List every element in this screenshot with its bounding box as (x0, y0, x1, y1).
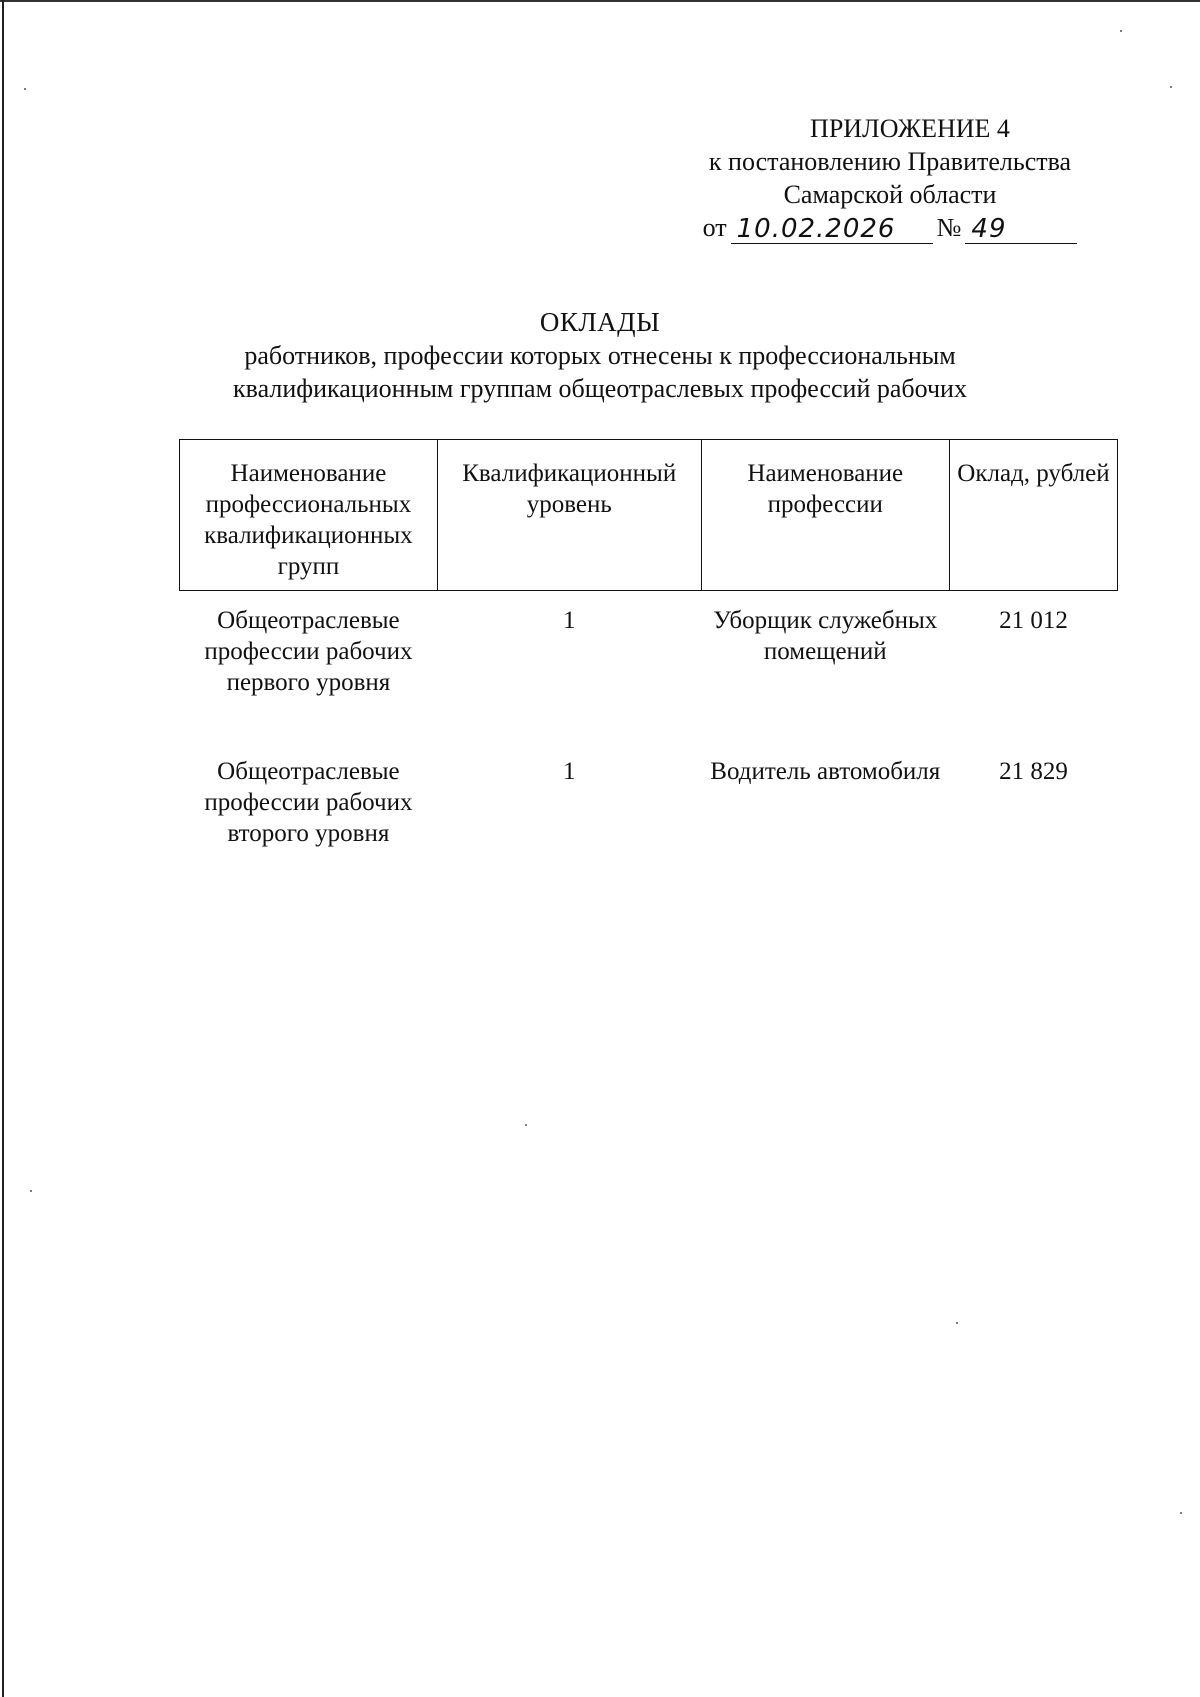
appendix-date-number (650, 211, 1130, 244)
document-title-block (150, 306, 1050, 405)
table-row (180, 591, 1118, 743)
scan-edge-top (0, 0, 1200, 2)
table-row (180, 742, 1118, 893)
header-qualification-level: Квалификационный уровень (437, 440, 701, 591)
number-prefix: № (936, 213, 962, 242)
scan-speck (1120, 30, 1122, 32)
cell-salary: 21 829 (999, 758, 1068, 785)
scan-edge-left (2, 0, 4, 1697)
cell-profession: Уборщик служебных помещений (713, 607, 938, 665)
cell-profession: Водитель автомобиля (710, 758, 941, 785)
cell-group: Общеотраслевые профессии рабочих второго уровня (204, 758, 413, 847)
document-subtitle-line-2: квалификационным группам общеотраслевых профессий рабочих (233, 374, 967, 403)
scan-speck (1170, 86, 1172, 88)
header-group-name: Наименование профессиональных квалификационных групп (180, 440, 438, 591)
cell-group: Общеотраслевые профессии рабочих первого уровня (204, 607, 413, 696)
appendix-title: ПРИЛОЖЕНИЕ 4 (810, 114, 1010, 143)
header-profession-name: Наименование профессии (701, 440, 949, 591)
scan-speck (1180, 1512, 1182, 1514)
cell-level: 1 (562, 607, 576, 634)
handwritten-date: 10.02.2026 (731, 215, 933, 244)
appendix-line-region: Самарской области (783, 180, 997, 209)
date-prefix: от (702, 213, 727, 242)
handwritten-number: 49 (965, 215, 1077, 244)
appendix-header (650, 112, 1130, 244)
document-title: ОКЛАДЫ (539, 307, 661, 337)
scan-speck (956, 1322, 958, 1324)
salary-table (179, 439, 1118, 893)
scan-speck (525, 1124, 527, 1126)
header-salary: Оклад, рублей (949, 440, 1117, 591)
cell-level: 1 (562, 758, 576, 785)
scan-speck (24, 88, 26, 90)
scan-speck (30, 1190, 32, 1192)
cell-salary: 21 012 (999, 607, 1068, 634)
appendix-line-resolution: к постановлению Правительства (708, 147, 1072, 176)
document-subtitle-line-1: работников, профессии которых отнесены к профессиональным (244, 341, 956, 370)
table-header-row (180, 440, 1118, 591)
